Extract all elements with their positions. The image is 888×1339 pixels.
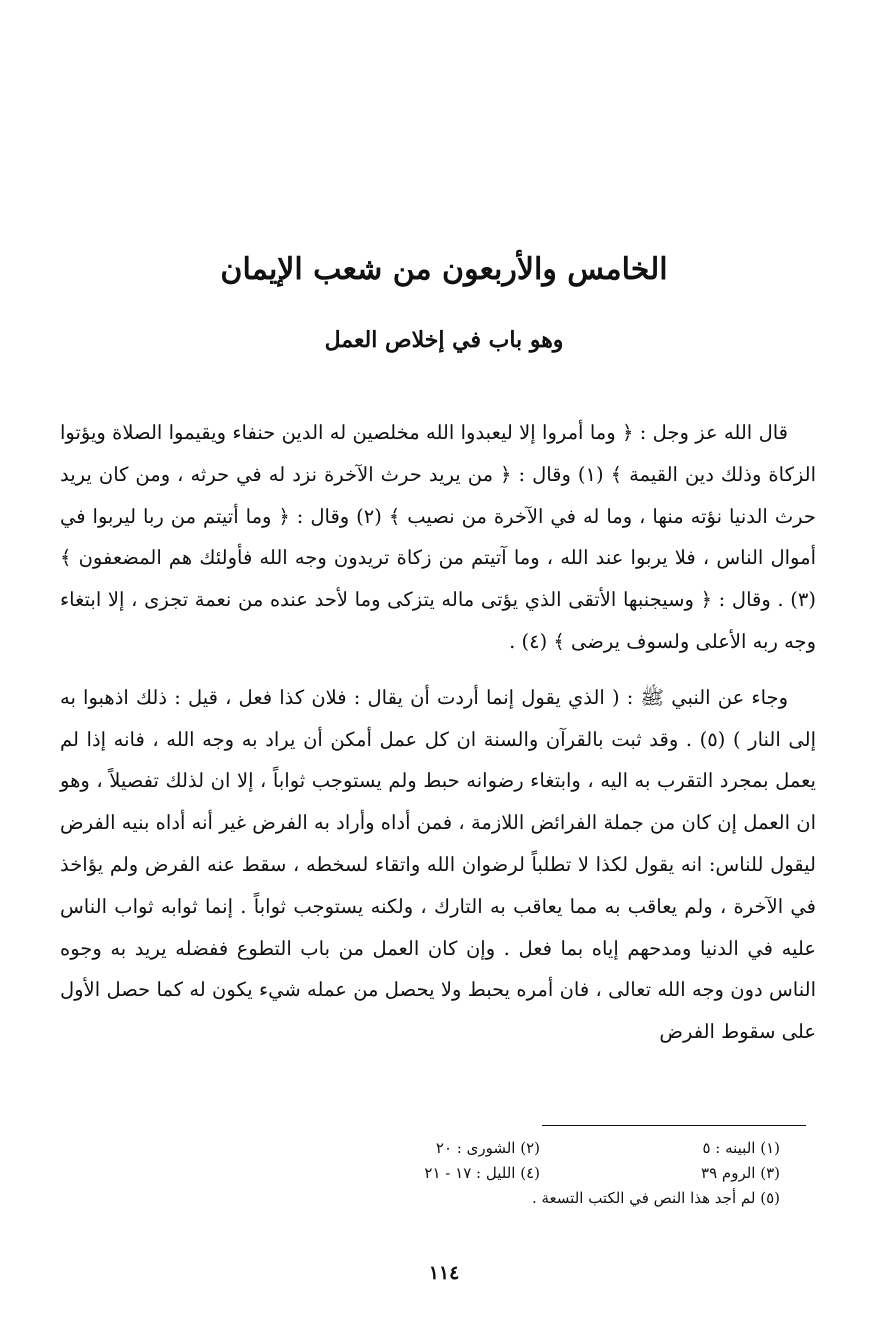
- footnote-row: [300, 1161, 780, 1186]
- footnote-3: (٣) الروم ٣٩: [701, 1164, 780, 1182]
- body-text: [60, 412, 816, 1053]
- page-number: ١١٤: [428, 1262, 460, 1284]
- section-subtitle: وهو باب في إخلاص العمل: [324, 327, 564, 353]
- footnote-4: (٤) الليل : ١٧ - ٢١: [424, 1164, 540, 1182]
- footnote-1: (١) البينه : ٥: [702, 1139, 780, 1157]
- footnote-row: [300, 1136, 780, 1161]
- paragraph-hadith-discussion: وجاء عن النبي ﷺ : ( الذي يقول إنما أردت أن يقال : فلان كذا فعل ، قيل : ذلك اذهبوا به إلى النار ) (٥) . وقد ثبت بالقرآن والسنة ان كل عمل أمكن أن يراد به وجه الله ، فانه إذا لم يعمل بمجرد التقرب به اليه ، وابتغاء رضوانه حبط ولم يستوجب ثواباً ، إلا ان لذلك تفصيلاً ، وهو ان العمل إن كان من جملة الفرائض اللازمة ، فمن أداه وأراد به الفرض غير أنه أداه بنيه الفرض ليقول للناس: انه يقول لكذا لا تطلباً لرضوان الله واتقاء لسخطه ، سقط عنه الفرض ولم يؤاخذ في الآخرة ، ولم يعاقب به مما يعاقب به التارك ، ولكنه يستوجب ثواباً . إنما ثوابه ثواب الناس عليه في الدنيا ومدحهم إياه بما فعل . وإن كان العمل من باب التطوع ففضله يريد به وجوه الناس دون وجه الله تعالى ، فان أمره يحبط ولا يحصل من عمله شيء يكون له كما حصل الأول على سقوط الفرض: [60, 685, 816, 1044]
- footnote-row: [300, 1186, 780, 1211]
- footnote-5: (٥) لم أجد هذا النص في الكتب التسعة .: [531, 1189, 780, 1207]
- paragraph-quranic-verses: قال الله عز وجل : ﴿ وما أمروا إلا ليعبدوا الله مخلصين له الدين حنفاء ويقيموا الصلاة ويؤتوا الزكاة وذلك دين القيمة ﴾ (١) وقال : ﴿ من يريد حرث الآخرة نزد له في حرثه ، ومن كان يريد حرث الدنيا نؤته منها ، وما له في الآخرة من نصيب ﴾ (٢) وقال : ﴿ وما أتيتم من ربا ليربوا في أموال الناس ، فلا يربوا عند الله ، وما آتيتم من زكاة تريدون وجه الله فأولئك هم المضعفون ﴾ (٣) . وقال : ﴿ وسيجنبها الأتقى الذي يؤتى ماله يتزكى وما لأحد عنده من نعمة تجزى ، إلا ابتغاء وجه ربه الأعلى ولسوف يرضى ﴾ (٤) .: [60, 421, 816, 653]
- footnote-2: (٢) الشورى : ٢٠: [435, 1139, 540, 1157]
- footnotes: [300, 1136, 780, 1211]
- footnote-divider: [542, 1125, 806, 1126]
- chapter-title: الخامس والأربعون من شعب الإيمان: [220, 252, 668, 287]
